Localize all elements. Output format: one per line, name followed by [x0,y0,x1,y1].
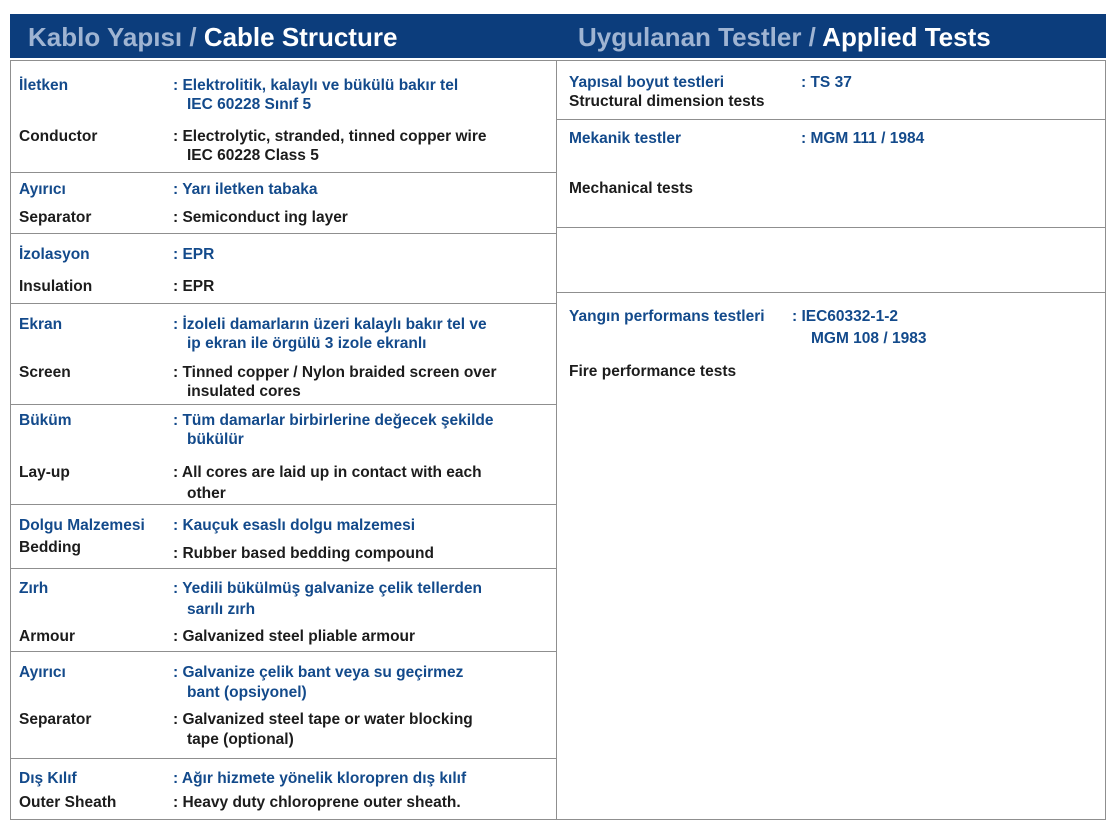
separator-label-tr: Ayırıcı [19,181,66,198]
bedding-value-en: : Rubber based bedding compound [173,545,434,562]
separator-tape-value-tr-1: : Galvanize çelik bant veya su geçirmez [173,664,464,681]
insulation-value-tr: : EPR [173,246,215,263]
separator-tape-label-en: Separator [19,711,92,728]
layup-label-en: Lay-up [19,464,70,481]
screen-label-en: Screen [19,364,71,381]
divider [11,568,556,569]
divider [11,504,556,505]
divider [557,227,1105,228]
cable-structure-heading-tr: Kablo Yapısı / [28,22,204,52]
armour-value-tr-2: sarılı zırh [187,601,256,618]
divider [11,233,556,234]
cable-structure-heading-en: Cable Structure [203,22,398,52]
outer-sheath-label-tr: Dış Kılıf [19,770,77,787]
armour-value-tr-1: : Yedili bükülmüş galvanize çelik tellerden [173,580,482,597]
armour-label-en: Armour [19,628,75,645]
screen-label-tr: Ekran [19,316,63,333]
applied-tests-heading [578,14,991,58]
separator-value-tr: : Yarı iletken tabaka [173,181,318,198]
structural-tests-value: : TS 37 [801,74,852,91]
conductor-label-tr: İletken [19,77,69,94]
fire-tests-label-en: Fire performance tests [569,363,737,380]
insulation-label-en: Insulation [19,278,93,295]
separator-label-en: Separator [19,209,92,226]
outer-sheath-label-en: Outer Sheath [19,794,117,811]
conductor-value-tr-2: IEC 60228 Sınıf 5 [187,96,312,113]
layup-label-tr: Büküm [19,412,72,429]
armour-value-en: : Galvanized steel pliable armour [173,628,416,645]
structural-tests-label-tr: Yapısal boyut testleri [569,74,725,91]
screen-value-tr-2: ip ekran ile örgülü 3 izole ekranlı [187,335,427,352]
conductor-value-en-1: : Electrolytic, stranded, tinned copper wire [173,128,487,145]
mechanical-tests-label-en: Mechanical tests [569,180,694,197]
divider [11,172,556,173]
layup-value-tr-1: : Tüm damarlar birbirlerine değecek şekilde [173,412,494,429]
conductor-value-en-2: IEC 60228 Class 5 [187,147,319,164]
divider [557,119,1105,120]
divider [11,758,556,759]
divider [11,303,556,304]
screen-value-en-1: : Tinned copper / Nylon braided screen over [173,364,497,381]
header-bar [10,14,1106,58]
conductor-label-en: Conductor [19,128,98,145]
fire-tests-value-1: : IEC60332-1-2 [792,308,898,325]
divider [557,292,1105,293]
applied-tests-heading-en: Applied Tests [822,22,991,52]
separator-tape-value-en-2: tape (optional) [187,731,294,748]
insulation-value-en: : EPR [173,278,215,295]
armour-label-tr: Zırh [19,580,49,597]
fire-tests-value-2: MGM 108 / 1983 [811,330,927,347]
cable-structure-heading [28,14,397,58]
structural-tests-label-en: Structural dimension tests [569,93,765,110]
outer-sheath-value-tr: : Ağır hizmete yönelik kloropren dış kılıf [173,770,467,787]
cable-structure-panel [10,60,557,820]
insulation-label-tr: İzolasyon [19,246,90,263]
bedding-label-tr: Dolgu Malzemesi [19,517,145,534]
separator-value-en: : Semiconduct ing layer [173,209,348,226]
bedding-label-en: Bedding [19,539,81,556]
divider [11,651,556,652]
screen-value-en-2: insulated cores [187,383,301,400]
layup-value-en-2: other [187,485,226,502]
separator-tape-value-tr-2: bant (opsiyonel) [187,684,307,701]
layup-value-tr-2: bükülür [187,431,244,448]
applied-tests-panel [557,60,1106,820]
divider [11,404,556,405]
applied-tests-heading-tr: Uygulanan Testler / [578,22,823,52]
separator-tape-value-en-1: : Galvanized steel tape or water blocking [173,711,473,728]
layup-value-en-1: : All cores are laid up in contact with each [173,464,482,481]
separator-tape-label-tr: Ayırıcı [19,664,66,681]
fire-tests-label-tr: Yangın performans testleri [569,308,765,325]
screen-value-tr-1: : İzoleli damarların üzeri kalaylı bakır tel ve [173,316,487,333]
mechanical-tests-label-tr: Mekanik testler [569,130,681,147]
mechanical-tests-value: : MGM 111 / 1984 [801,130,925,147]
outer-sheath-value-en: : Heavy duty chloroprene outer sheath. [173,794,461,811]
bedding-value-tr: : Kauçuk esaslı dolgu malzemesi [173,517,416,534]
conductor-value-tr-1: : Elektrolitik, kalaylı ve bükülü bakır tel [173,77,459,94]
